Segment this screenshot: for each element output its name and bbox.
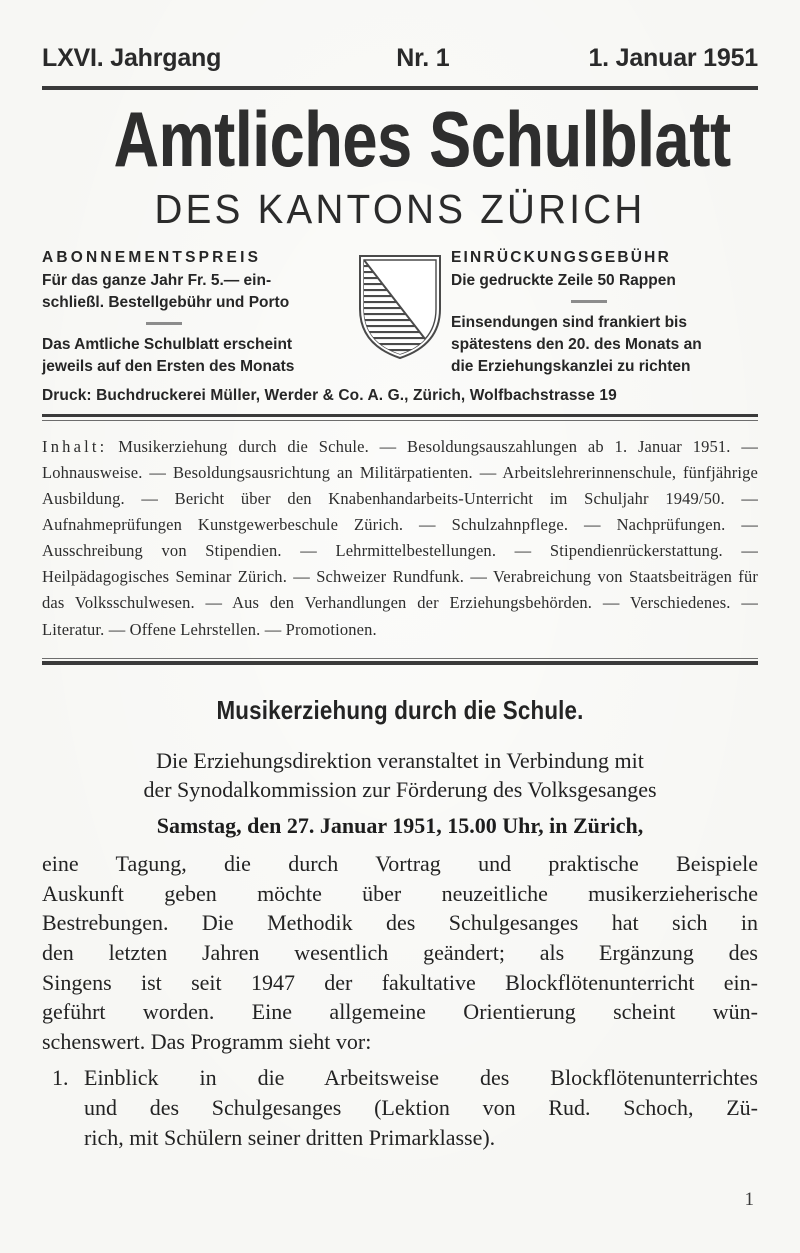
body-line-2: Auskunft geben möchte über neuzeitliche musikerzieherische: [42, 880, 758, 906]
article-body: [42, 849, 758, 1056]
publication-title: Amtliches Schulblatt: [113, 95, 731, 183]
subscription-line-3: Das Amtliche Schulblatt erscheint: [42, 335, 293, 353]
subscription-heading: ABONNEMENTSPREIS: [42, 248, 262, 266]
printer-imprint: Druck: Buchdruckerei Müller, Werder & Co. A. G., Zürich, Wolfbachstrasse 19: [42, 386, 617, 404]
body-line-7: schenswert. Das Programm sieht vor:: [42, 1028, 372, 1054]
article-lead: [42, 746, 758, 804]
coat-of-arms: [352, 247, 448, 359]
issue-number-label: Nr. 1: [396, 44, 450, 72]
advertising-divider: [571, 300, 607, 303]
advertising-line-4: die Erziehungskanzlei zu richten: [451, 357, 691, 375]
lead-line-1: Die Erziehungsdirektion veranstaltet in Verbindung mit: [156, 748, 644, 774]
issue-date-label: 1. Januar 1951: [588, 44, 758, 72]
lead-line-2: der Synodalkommission zur Förderung des Volksgesanges: [143, 777, 657, 803]
contents-text: Musikerziehung durch die Schule. — Besoldungsauszahlungen ab 1. Januar 1951. — Lohnausweise. — Besoldungsausrichtung an Militärpatienten. — Arbeitslehrerinnenschule, fünfjährige Ausbildung. — Bericht über den Knabenhandarbeits-Unterricht im Schuljahr 1949/50. — Aufnahmeprüfungen Kunstgewerbeschule Zürich. — Schulzahnpflege. — Nachprüfungen. — Ausschreibung von Stipendien. — Lehrmittelbestellungen. — Stipendienrückerstattung. — Heilpädagogisches Seminar Zürich. — Schweizer Rundfunk. — Verabreichung von Staatsbeiträgen für das Volksschulwesen. — Aus den Verhandlungen der Erziehungsbehörden. — Verschiedenes. — Literatur. — Offene Lehrstellen. — Promotionen.: [42, 437, 758, 639]
issue-header: [42, 0, 758, 73]
advertising-line-2: Einsendungen sind frankiert bis: [451, 313, 687, 331]
list-item-number: 1.: [52, 1065, 69, 1091]
advertising-info: [451, 247, 758, 378]
publication-subtitle: DES KANTONS ZÜRICH: [154, 185, 646, 232]
item1-line-3: rich, mit Schülern seiner dritten Primarklasse).: [84, 1124, 496, 1150]
body-line-3: Bestrebungen. Die Methodik des Schulgesanges hat sich in: [42, 910, 758, 936]
event-date-line: Samstag, den 27. Januar 1951, 15.00 Uhr, in Zürich,: [156, 813, 644, 839]
item1-line-1: Einblick in die Arbeitsweise des Blockflötenunterrichtes: [84, 1065, 758, 1091]
body-line-5: Singens ist seit 1947 der fakultative Blockflötenunterricht ein-: [42, 969, 758, 995]
subscription-divider: [146, 322, 182, 325]
body-line-1: eine Tagung, die durch Vortrag und praktische Beispiele: [42, 851, 758, 877]
subscription-line-2: schließl. Bestellgebühr und Porto: [42, 293, 290, 311]
volume-label: LXVI. Jahrgang: [42, 44, 222, 72]
zurich-shield-icon: [357, 253, 443, 359]
subscription-line-1: Für das ganze Jahr Fr. 5.— ein-: [42, 271, 272, 289]
subscription-info: [42, 247, 349, 378]
info-band: [42, 247, 758, 378]
article-headline: Musikerziehung durch die Schule.: [216, 695, 584, 726]
table-of-contents: [42, 434, 758, 643]
masthead: [42, 95, 758, 233]
item1-line-2: und des Schulgesanges (Lektion von Rud. Schoch, Zü-: [84, 1094, 758, 1120]
body-line-6: geführt worden. Eine allgemeine Orientierung scheint wün-: [42, 999, 758, 1025]
body-line-4: den letzten Jahren wesentlich geändert; als Ergänzung des: [42, 940, 758, 966]
advertising-line-1: Die gedruckte Zeile 50 Rappen: [451, 271, 676, 289]
contents-top-rule: [42, 414, 758, 421]
page-number: 1: [744, 1189, 754, 1210]
advertising-line-3: spätestens den 20. des Monats an: [451, 335, 702, 353]
contents-label: Inhalt:: [42, 437, 108, 457]
header-rule: [42, 86, 758, 90]
subscription-line-4: jeweils auf den Ersten des Monats: [42, 357, 295, 375]
program-list-item-1: [42, 1063, 758, 1152]
contents-bottom-rule: [42, 658, 758, 666]
advertising-heading: EINRÜCKUNGSGEBÜHR: [451, 248, 671, 266]
